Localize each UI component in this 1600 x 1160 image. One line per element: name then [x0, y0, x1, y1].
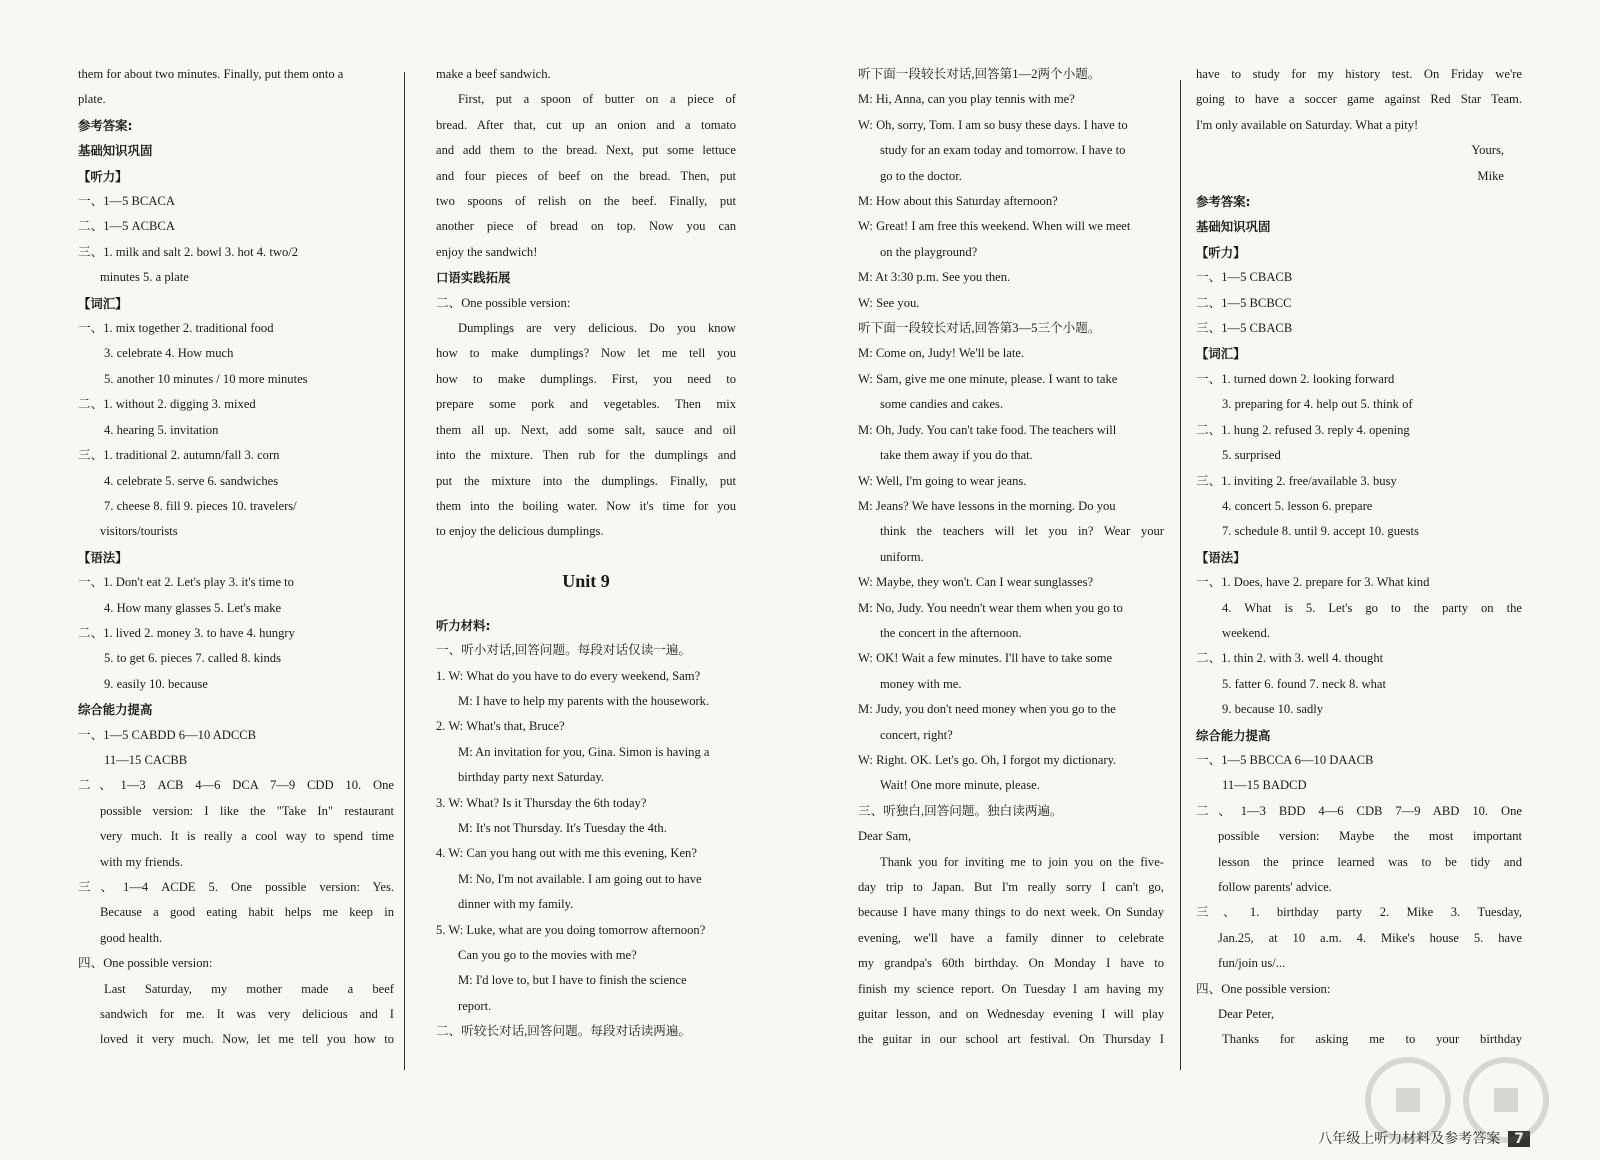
text-line: 7. schedule 8. until 9. accept 10. guests	[1222, 524, 1419, 539]
column-1	[78, 62, 394, 1053]
text-line: and add them to the bread. Next, put some lettuce	[436, 143, 736, 158]
text-line: some candies and cakes.	[880, 397, 1004, 412]
text-line: loved it very much. Now, let me tell you how to	[100, 1032, 394, 1047]
text-line: 一、1—5 CABDD 6—10 ADCCB	[78, 727, 257, 742]
text-line: 二、1—5 BCBCC	[1196, 295, 1292, 310]
text-line: 参考答案:	[78, 117, 133, 133]
text-line: prepare some pork and vegetables. Then mix	[436, 397, 736, 412]
text-line: 3. celebrate 4. How much	[104, 346, 234, 361]
text-line: and four pieces of beef on the bread. Then, put	[436, 168, 736, 183]
text-line: 9. because 10. sadly	[1222, 702, 1324, 717]
text-line: 9. easily 10. because	[104, 676, 208, 691]
text-line: 二、1. lived 2. money 3. to have 4. hungry	[78, 625, 295, 640]
text-line: 二、One possible version:	[436, 295, 571, 310]
text-line: very much. It is really a cool way to spend time	[100, 829, 394, 844]
text-line: 4. How many glasses 5. Let's make	[104, 600, 282, 615]
text-line: 5. to get 6. pieces 7. called 8. kinds	[104, 651, 281, 666]
text-line: report.	[458, 998, 492, 1013]
text-line: minutes 5. a plate	[100, 270, 189, 285]
text-line: Dumplings are very delicious. Do you know	[458, 321, 736, 336]
text-line: 二、1. hung 2. refused 3. reply 4. opening	[1196, 422, 1410, 437]
text-line: weekend.	[1222, 625, 1270, 640]
text-line: Mike	[1477, 168, 1504, 183]
watermark-logo	[1356, 1048, 1566, 1158]
text-line: 综合能力提高	[1196, 727, 1271, 743]
text-line: 二、1—3 BDD 4—6 CDB 7—9 ABD 10. One	[1196, 803, 1522, 818]
text-line: Jan.25, at 10 a.m. 4. Mike's house 5. have	[1218, 930, 1522, 945]
text-line: M: I have to help my parents with the housework.	[458, 693, 710, 708]
text-line: the guitar in our school art festival. On Thursday I	[858, 1032, 1164, 1047]
text-line: the concert in the afternoon.	[880, 625, 1022, 640]
text-line: Yours,	[1471, 143, 1504, 158]
text-line: 一、1—5 BCACA	[78, 194, 175, 209]
text-line: Last Saturday, my mother made a beef	[104, 981, 394, 996]
text-line: Wait! One more minute, please.	[880, 778, 1040, 793]
text-line: 4. hearing 5. invitation	[104, 422, 219, 437]
text-line: into the mixture. Then rub for the dumplings and	[436, 448, 736, 463]
text-line: think the teachers will let you in? Wear your	[880, 524, 1164, 539]
text-line: good health.	[100, 930, 163, 945]
text-line: M: It's not Thursday. It's Tuesday the 4th.	[458, 820, 667, 835]
column-2	[436, 62, 736, 1045]
text-line: 二、听较长对话,回答问题。每段对话读两遍。	[436, 1024, 692, 1039]
text-line: W: See you.	[858, 295, 920, 310]
text-line: 4. celebrate 5. serve 6. sandwiches	[104, 473, 279, 488]
text-line: dinner with my family.	[458, 897, 574, 912]
text-line: 参考答案:	[1196, 194, 1251, 210]
text-line: go to the doctor.	[880, 168, 962, 183]
text-line: M: At 3:30 p.m. See you then.	[858, 270, 1011, 285]
text-line: concert, right?	[880, 727, 953, 742]
text-line: 三、1. inviting 2. free/available 3. busy	[1196, 473, 1397, 488]
text-line: W: Great! I am free this weekend. When will we meet	[858, 219, 1131, 234]
text-line: M: An invitation for you, Gina. Simon is having a	[458, 744, 710, 759]
text-line: W: Sam, give me one minute, please. I want to take	[858, 371, 1118, 386]
text-line: put the mixture into the dumplings. Finally, put	[436, 473, 736, 488]
text-line: 5. fatter 6. found 7. neck 8. what	[1222, 676, 1387, 691]
text-line: Thanks for asking me to your birthday	[1222, 1032, 1522, 1047]
text-line: 【词汇】	[78, 295, 128, 311]
column-3	[858, 62, 1164, 1053]
text-line: 一、听小对话,回答问题。每段对话仅读一遍。	[436, 643, 692, 658]
text-line: have to study for my history test. On Friday we're	[1196, 67, 1522, 81]
text-line: 二、1—5 ACBCA	[78, 219, 175, 234]
column-divider-right	[1180, 80, 1181, 1070]
text-line: on the playground?	[880, 244, 978, 259]
text-line: 二、1—3 ACB 4—6 DCA 7—9 CDD 10. One	[78, 778, 394, 793]
text-line: day trip to Japan. But I'm really sorry I can't go,	[858, 880, 1164, 894]
text-line: them for about two minutes. Finally, put them onto a	[78, 67, 344, 81]
text-line: 3. preparing for 4. help out 5. think of	[1222, 397, 1413, 412]
text-line: M: Come on, Judy! We'll be late.	[858, 346, 1025, 361]
text-line: them into the boiling water. Now it's time for you	[436, 498, 736, 513]
text-line: sandwich for me. It was very delicious and I	[100, 1007, 394, 1022]
text-line: plate.	[78, 92, 106, 107]
text-line: take them away if you do that.	[880, 448, 1033, 463]
text-line: 5. another 10 minutes / 10 more minutes	[104, 371, 308, 386]
text-line: M: No, I'm not available. I am going out to have	[458, 871, 702, 886]
text-line: 三、1—5 CBACB	[1196, 321, 1293, 336]
text-line: make a beef sandwich.	[436, 67, 551, 81]
text-line: 【听力】	[1196, 244, 1246, 260]
text-line: 一、1. Don't eat 2. Let's play 3. it's time to	[78, 575, 294, 590]
text-line: 综合能力提高	[78, 702, 153, 718]
text-line: W: Well, I'm going to wear jeans.	[858, 473, 1027, 488]
text-line: W: Oh, sorry, Tom. I am so busy these days. I have to	[858, 117, 1128, 132]
text-line: 11—15 BADCD	[1222, 778, 1307, 793]
text-line: 一、1. mix together 2. traditional food	[78, 321, 274, 336]
text-line: 【词汇】	[1196, 346, 1246, 362]
text-line: 一、1—5 CBACB	[1196, 270, 1293, 285]
text-line: 一、1—5 BBCCA 6—10 DAACB	[1196, 752, 1374, 767]
text-line: M: Jeans? We have lessons in the morning. Do you	[858, 498, 1116, 513]
text-line: M: Hi, Anna, can you play tennis with me?	[858, 92, 1075, 107]
text-line: with my friends.	[100, 854, 183, 869]
text-line: 听下面一段较长对话,回答第1—2两个小题。	[858, 67, 1101, 81]
text-line: 基础知识巩固	[78, 143, 153, 159]
text-line: 4. concert 5. lesson 6. prepare	[1222, 498, 1373, 513]
text-line: M: Judy, you don't need money when you go to the	[858, 702, 1116, 717]
text-line: because I have many things to do next week. On Sunday	[858, 905, 1164, 920]
text-line: Dear Peter,	[1218, 1007, 1275, 1022]
text-line: 四、One possible version:	[1196, 981, 1331, 996]
text-line: 【语法】	[78, 549, 128, 565]
text-line: another piece of bread on top. Now you can	[436, 219, 736, 234]
text-line: birthday party next Saturday.	[458, 770, 605, 785]
text-line: 二、1. thin 2. with 3. well 4. thought	[1196, 651, 1384, 666]
text-line: evening, we'll have a family dinner to celebrate	[858, 930, 1164, 945]
text-line: 口语实践拓展	[436, 270, 511, 286]
text-line: M: No, Judy. You needn't wear them when you go to	[858, 600, 1123, 615]
text-line: to enjoy the delicious dumplings.	[436, 524, 604, 539]
text-line: 1. W: What do you have to do every weekend, Sam?	[436, 668, 701, 683]
text-line: two spoons of relish on the beef. Finally, put	[436, 194, 736, 209]
text-line: 二、1. without 2. digging 3. mixed	[78, 397, 256, 412]
text-line: going to have a soccer game against Red Star Team.	[1196, 92, 1522, 107]
text-line: W: Right. OK. Let's go. Oh, I forgot my dictionary.	[858, 752, 1117, 767]
text-line: W: OK! Wait a few minutes. I'll have to take some	[858, 651, 1113, 666]
text-line: Can you go to the movies with me?	[458, 948, 637, 962]
text-line: 2. W: What's that, Bruce?	[436, 719, 565, 734]
text-line: 听下面一段较长对话,回答第3—5三个小题。	[858, 321, 1101, 336]
text-line: 三、1. traditional 2. autumn/fall 3. corn	[78, 448, 280, 463]
text-line: 四、One possible version:	[78, 956, 213, 971]
text-line: 5. W: Luke, what are you doing tomorrow afternoon?	[436, 922, 706, 937]
text-line: enjoy the sandwich!	[436, 244, 538, 259]
text-line: them all up. Next, add some salt, sauce and oil	[436, 422, 736, 437]
text-line: money with me.	[880, 676, 962, 691]
text-line: how to make dumplings? Now let me tell you	[436, 346, 736, 361]
unit-title: Unit 9	[562, 570, 610, 591]
text-line: 7. cheese 8. fill 9. pieces 10. travelers/	[104, 498, 297, 513]
text-line: 11—15 CACBB	[104, 752, 188, 767]
text-line: visitors/tourists	[100, 524, 178, 539]
footer-title: 八年级上听力材料及参考答案	[1318, 1131, 1501, 1147]
text-line: guitar lesson, and on Wednesday evening I will play	[858, 1007, 1164, 1022]
text-line: possible version: Maybe the most important	[1218, 829, 1522, 844]
text-line: finish my science report. On Tuesday I am having my	[858, 981, 1164, 996]
text-line: M: Oh, Judy. You can't take food. The teachers will	[858, 422, 1117, 437]
text-line: I'm only available on Saturday. What a pity!	[1196, 117, 1419, 132]
text-line: Because a good eating habit helps me keep in	[100, 905, 394, 920]
text-line: 【听力】	[78, 168, 128, 184]
text-line: 4. W: Can you hang out with me this evening, Ken?	[436, 846, 697, 861]
text-line: 5. surprised	[1222, 448, 1281, 463]
text-line: study for an exam today and tomorrow. I have to	[880, 143, 1126, 158]
column-4	[1196, 62, 1522, 1053]
text-line: 三、1—4 ACDE 5. One possible version: Yes.	[78, 880, 394, 894]
text-line: 一、1. Does, have 2. prepare for 3. What kind	[1196, 575, 1430, 590]
text-line: bread. After that, cut up an onion and a tomato	[436, 117, 736, 132]
text-line: fun/join us/...	[1218, 956, 1286, 971]
text-line: 【语法】	[1196, 549, 1246, 565]
text-line: M: How about this Saturday afternoon?	[858, 194, 1058, 209]
text-line: W: Maybe, they won't. Can I wear sunglasses?	[858, 575, 1094, 590]
page-number: 7	[1508, 1131, 1530, 1147]
text-line: lesson the prince learned was to be tidy and	[1218, 854, 1522, 869]
text-line: 基础知识巩固	[1196, 219, 1271, 235]
text-line: my grandpa's 60th birthday. On Monday I have to	[858, 956, 1164, 971]
text-line: possible version: I like the "Take In" restaurant	[100, 803, 394, 818]
text-line: 三、1. milk and salt 2. bowl 3. hot 4. two/2	[78, 244, 299, 259]
text-line: Dear Sam,	[858, 829, 912, 844]
text-line: 一、1. turned down 2. looking forward	[1196, 371, 1395, 386]
column-divider-left	[404, 72, 405, 1070]
text-line: 3. W: What? Is it Thursday the 6th today?	[436, 795, 647, 810]
text-line: how to make dumplings. First, you need to	[436, 371, 736, 386]
text-line: uniform.	[880, 549, 924, 564]
text-line: 三、听独白,回答问题。独白读两遍。	[858, 803, 1063, 818]
text-line: M: I'd love to, but I have to finish the science	[458, 973, 687, 988]
text-line: 4. What is 5. Let's go to the party on the	[1222, 600, 1522, 615]
text-line: First, put a spoon of butter on a piece of	[458, 92, 736, 107]
text-line: Thank you for inviting me to join you on the five-	[880, 854, 1164, 869]
text-line: 三、1. birthday party 2. Mike 3. Tuesday,	[1196, 905, 1522, 920]
text-line: 听力材料:	[436, 617, 491, 633]
text-line: follow parents' advice.	[1218, 880, 1332, 894]
